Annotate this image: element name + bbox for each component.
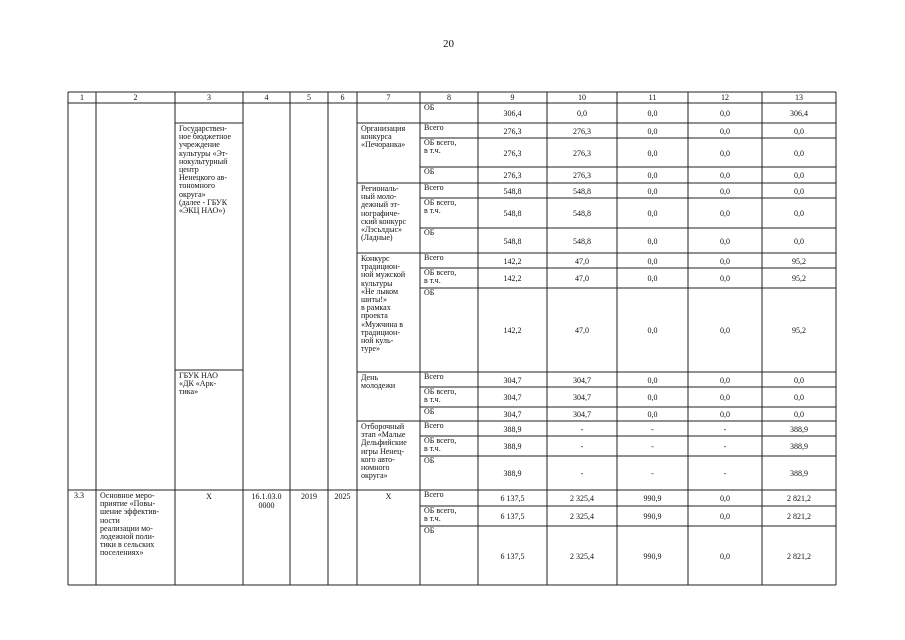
cell-col-11: 0,0 bbox=[647, 326, 658, 335]
cell-col-12: 0,0 bbox=[720, 171, 730, 180]
cell-col-11: - bbox=[651, 425, 654, 434]
cell-col-9: 142,2 bbox=[503, 257, 522, 266]
cell-col-12: 0,0 bbox=[720, 512, 730, 521]
cell-col-12: 0,0 bbox=[720, 109, 730, 118]
cell-col-9: 6 137,5 bbox=[500, 494, 525, 503]
section-name: Основное меро- приятие «Повы- шение эффектив- ности реализации мо- лодежной поли- тики в сельских поселениях» bbox=[100, 491, 160, 558]
header-col-7: 7 bbox=[386, 93, 391, 102]
row-label-vsego: Всего bbox=[424, 421, 444, 430]
cell-col-13: 388,9 bbox=[790, 425, 808, 434]
header-col-12: 12 bbox=[721, 93, 729, 102]
cell-col-13: 0,0 bbox=[794, 127, 804, 136]
cell-col-13: 0,0 bbox=[794, 149, 804, 158]
cell-col-10: 304,7 bbox=[573, 376, 591, 385]
cell-col-9: 304,7 bbox=[503, 410, 522, 419]
cell-col-10: 548,8 bbox=[573, 209, 591, 218]
cell-col-9: 306,4 bbox=[503, 109, 522, 118]
header-col-6: 6 bbox=[340, 93, 345, 102]
cell-col-12: - bbox=[723, 469, 727, 478]
cell-col-11: 0,0 bbox=[647, 149, 658, 158]
header-col-9: 9 bbox=[510, 93, 515, 102]
cell-col-9: 6 137,5 bbox=[500, 552, 525, 561]
cell-col-13: 0,0 bbox=[794, 376, 804, 385]
cell-col-13: 2 821,2 bbox=[787, 552, 811, 561]
cell-col-10: 47,0 bbox=[575, 326, 589, 335]
cell-col-13: 0,0 bbox=[794, 410, 804, 419]
section-code: 16.1.03.0 0000 bbox=[251, 492, 282, 510]
row-label-ob-vsego: ОБ всего, в т.ч. bbox=[424, 506, 457, 524]
cell-col-12: 0,0 bbox=[720, 494, 730, 503]
cell-col-11: 0,0 bbox=[647, 274, 658, 283]
cell-col-9: 548,8 bbox=[503, 187, 522, 196]
row-label-ob: ОБ bbox=[424, 407, 435, 416]
row-label-ob-vsego: ОБ всего, в т.ч. bbox=[424, 387, 457, 405]
header-col-8: 8 bbox=[447, 93, 451, 102]
row-label-ob: ОБ bbox=[424, 288, 435, 297]
cell-col-12: 0,0 bbox=[720, 127, 730, 136]
header-col-2: 2 bbox=[133, 93, 138, 102]
cell-col-11: 990,9 bbox=[643, 552, 662, 561]
cell-col-9: 276,3 bbox=[503, 127, 522, 136]
cell-col-10: 548,8 bbox=[573, 187, 591, 196]
cell-col-11: 0,0 bbox=[647, 257, 658, 266]
cell-col-11: 0,0 bbox=[647, 109, 658, 118]
cell-col-11: 0,0 bbox=[647, 171, 658, 180]
cell-col-11: 0,0 bbox=[647, 237, 658, 246]
row-label-ob: ОБ bbox=[424, 456, 435, 465]
cell-col-9: 6 137,5 bbox=[500, 512, 525, 521]
cell-col-11: 990,9 bbox=[643, 494, 662, 503]
cell-col-12: 0,0 bbox=[720, 187, 730, 196]
cell-col-9: 276,3 bbox=[503, 171, 522, 180]
cell-col-12: 0,0 bbox=[720, 149, 730, 158]
cell-col-12: - bbox=[723, 425, 727, 434]
section-col7: Х bbox=[385, 492, 392, 501]
cell-col-12: 0,0 bbox=[720, 326, 730, 335]
cell-col-12: 0,0 bbox=[720, 274, 730, 283]
header-col-13: 13 bbox=[795, 93, 803, 102]
cell-col-11: - bbox=[651, 442, 654, 451]
cell-col-10: 47,0 bbox=[575, 274, 589, 283]
cell-col-10: 276,3 bbox=[573, 171, 591, 180]
cell-col-9: 388,9 bbox=[503, 469, 522, 478]
cell-col-10: - bbox=[580, 469, 584, 478]
cell-col-10: - bbox=[580, 425, 584, 434]
cell-col-10: 2 325,4 bbox=[570, 494, 594, 503]
row-label-vsego: Всего bbox=[424, 253, 444, 262]
cell-col-9: 548,8 bbox=[503, 209, 522, 218]
cell-col-12: 0,0 bbox=[720, 257, 730, 266]
cell-col-13: 2 821,2 bbox=[787, 512, 811, 521]
row-label-vsego: Всего bbox=[424, 183, 444, 192]
page-number: 20 bbox=[443, 38, 454, 50]
row-label-vsego: Всего bbox=[424, 372, 444, 381]
cell-col-13: 95,2 bbox=[792, 326, 806, 335]
cell-col-10: 304,7 bbox=[573, 393, 591, 402]
event-lesldys: Региональ- ный моло- дежный эт- нографиче- ский конкурс «Лэсьлдыс» (Ладные) bbox=[361, 184, 407, 243]
cell-col-11: 0,0 bbox=[647, 187, 658, 196]
cell-col-10: 304,7 bbox=[573, 410, 591, 419]
cell-col-9: 142,2 bbox=[503, 274, 522, 283]
cell-col-9: 142,2 bbox=[503, 326, 522, 335]
cell-col-12: 0,0 bbox=[720, 209, 730, 218]
cell-col-12: - bbox=[723, 442, 727, 451]
cell-col-11: - bbox=[651, 469, 654, 478]
section-year-start: 2019 bbox=[301, 492, 317, 501]
cell-col-9: 304,7 bbox=[503, 393, 522, 402]
cell-col-10: 276,3 bbox=[573, 127, 591, 136]
header-col-5: 5 bbox=[307, 93, 311, 102]
row-label-ob-vsego: ОБ всего, в т.ч. bbox=[424, 138, 457, 156]
cell-col-9: 388,9 bbox=[503, 425, 522, 434]
cell-col-9: 276,3 bbox=[503, 149, 522, 158]
cell-col-10: 548,8 bbox=[573, 237, 591, 246]
institution-dk-arktika: ГБУК НАО «ДК «Арк- тика» bbox=[179, 371, 218, 397]
cell-col-12: 0,0 bbox=[720, 237, 730, 246]
cell-col-13: 0,0 bbox=[794, 237, 804, 246]
cell-col-9: 304,7 bbox=[503, 376, 522, 385]
row-label-ob: ОБ bbox=[424, 526, 435, 535]
row-label-ob-vsego: ОБ всего, в т.ч. bbox=[424, 198, 457, 216]
header-col-4: 4 bbox=[264, 93, 269, 102]
section-col3: Х bbox=[206, 492, 212, 501]
cell-col-12: 0,0 bbox=[720, 376, 730, 385]
institution-ekc: Государствен- ное бюджетное учреждение культуры «Эт- нокультурный центр Ненецкого ав- тономного округа» (далее - ГБУК «ЭКЦ НАО») bbox=[179, 124, 232, 216]
section-number: 3.3 bbox=[74, 491, 84, 500]
cell-col-11: 990,9 bbox=[643, 512, 662, 521]
row-label-ob: ОБ bbox=[424, 228, 435, 237]
cell-col-10: 2 325,4 bbox=[570, 512, 594, 521]
cell-col-10: 0,0 bbox=[577, 109, 587, 118]
cell-col-12: 0,0 bbox=[720, 410, 730, 419]
row-label-ob: ОБ bbox=[424, 167, 435, 176]
header-col-1: 1 bbox=[80, 93, 84, 102]
event-pechoranka: Организация конкурса «Печоранка» bbox=[361, 124, 406, 150]
section-year-end: 2025 bbox=[334, 492, 351, 501]
event-delphic-games: Отборочный этап «Малые Дельфийские игры Ненец- кого авто- номного округа» bbox=[361, 422, 407, 481]
cell-col-11: 0,0 bbox=[647, 127, 658, 136]
cell-col-9: 548,8 bbox=[503, 237, 522, 246]
event-den-molodezhi: День молодежи bbox=[361, 373, 396, 391]
cell-col-11: 0,0 bbox=[647, 376, 658, 385]
cell-col-12: 0,0 bbox=[720, 552, 730, 561]
cell-col-9: 388,9 bbox=[503, 442, 522, 451]
row-label-ob-vsego: ОБ всего, в т.ч. bbox=[424, 436, 457, 454]
row-label-ob-vsego: ОБ всего, в т.ч. bbox=[424, 268, 457, 286]
cell-col-13: 388,9 bbox=[790, 442, 808, 451]
cell-col-12: 0,0 bbox=[720, 393, 730, 402]
cell-col-11: 0,0 bbox=[647, 410, 658, 419]
event-ne-lykom-shity: Конкурс традицион- ной мужской культуры «Не лыком шиты!» в рамках проекта «Мужчина в традицион- ной куль- туре» bbox=[361, 254, 406, 354]
cell-col-10: 276,3 bbox=[573, 149, 591, 158]
cell-col-13: 0,0 bbox=[794, 209, 804, 218]
header-col-11: 11 bbox=[648, 93, 657, 102]
cell-col-11: 0,0 bbox=[647, 393, 658, 402]
cell-col-10: - bbox=[580, 442, 584, 451]
header-col-3: 3 bbox=[207, 93, 211, 102]
row-label-vsego: Всего bbox=[424, 490, 444, 499]
cell-col-11: 0,0 bbox=[647, 209, 658, 218]
cell-col-13: 306,4 bbox=[790, 109, 808, 118]
cell-col-10: 47,0 bbox=[575, 257, 589, 266]
cell-col-13: 388,9 bbox=[790, 469, 808, 478]
cell-col-13: 95,2 bbox=[792, 274, 806, 283]
cell-col-10: 2 325,4 bbox=[570, 552, 594, 561]
cell-col-13: 95,2 bbox=[792, 257, 806, 266]
cell-col-13: 0,0 bbox=[794, 187, 804, 196]
cell-col-13: 2 821,2 bbox=[787, 494, 811, 503]
cell-col-13: 0,0 bbox=[794, 171, 804, 180]
cell-col-13: 0,0 bbox=[794, 393, 804, 402]
row-label-vsego: Всего bbox=[424, 123, 444, 132]
row-label-ob: ОБ bbox=[424, 103, 435, 112]
header-col-10: 10 bbox=[578, 93, 586, 102]
